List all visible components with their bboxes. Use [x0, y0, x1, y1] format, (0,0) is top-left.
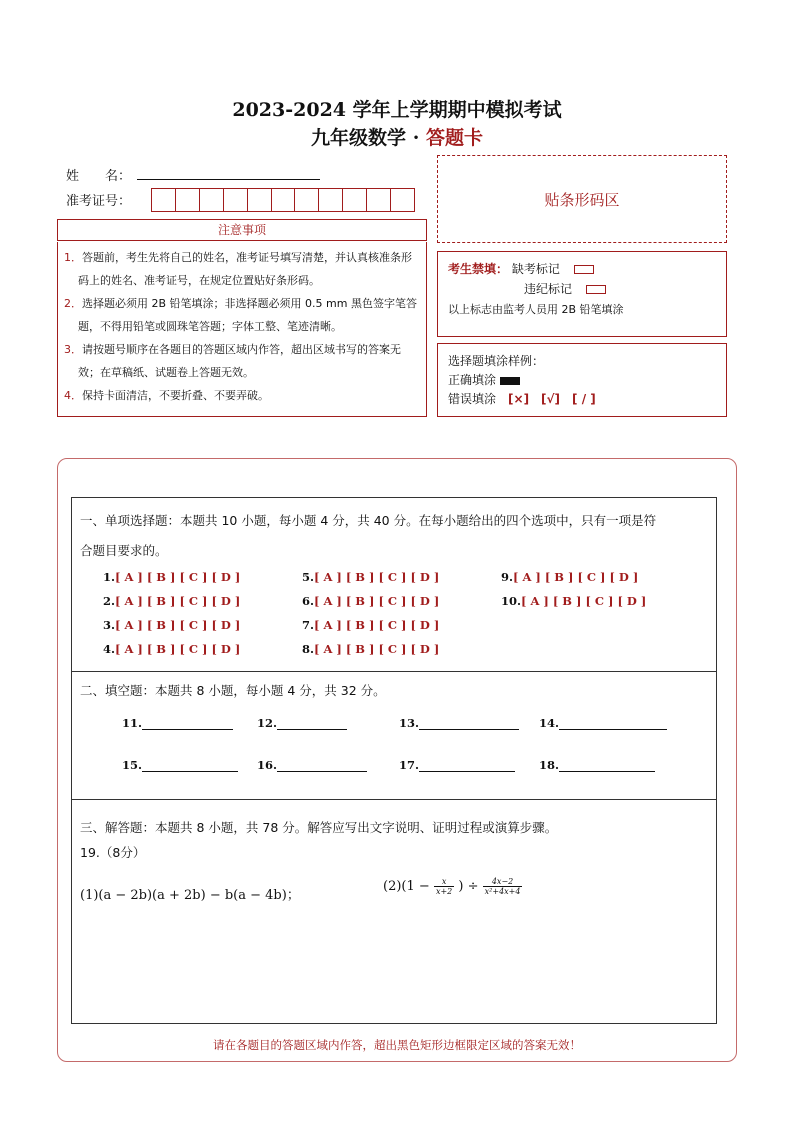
fill-sample-box [437, 343, 727, 417]
notice-item: 2．选择题必须用 2B 铅笔填涂；非选择题必须用 0.5 mm 黑色签字笔答题，不得用铅笔或圆珠笔答题；字体工整、笔迹清晰。 [64, 297, 417, 333]
id-cell[interactable] [343, 188, 367, 212]
correct-label: 正确填涂 [448, 373, 497, 387]
blank-17[interactable]: 17. [399, 758, 515, 772]
answer-card-label: 答题卡 [425, 127, 483, 149]
exam-subtitle [0, 123, 794, 150]
choice-row[interactable]: 9.[ A ] [ B ] [ C ] [ D ] [501, 570, 639, 584]
choice-row[interactable]: 5.[ A ] [ B ] [ C ] [ D ] [302, 570, 440, 584]
choice-row[interactable]: 10.[ A ] [ B ] [ C ] [ D ] [501, 594, 647, 608]
choice-row[interactable]: 1.[ A ] [ B ] [ C ] [ D ] [103, 570, 241, 584]
absent-label: 缺考标记 [511, 262, 560, 276]
blank-11[interactable]: 11. [122, 716, 233, 730]
blank-16[interactable]: 16. [257, 758, 367, 772]
section2-heading: 二、填空题：本题共 8 小题，每小题 4 分，共 32 分。 [80, 683, 386, 698]
subject-name: 九年级数学 [311, 127, 407, 149]
choice-row[interactable]: 2.[ A ] [ B ] [ C ] [ D ] [103, 594, 241, 608]
forbid-label: 考生禁填： [448, 262, 509, 276]
section3-heading: 三、解答题：本题共 8 小题，共 78 分。解答应写出文字说明、证明过程或演算步骤。 [80, 820, 558, 835]
examiner-only-box [437, 251, 727, 337]
sample-title: 选择题填涂样例： [448, 354, 545, 368]
exam-title: 2023-2024 学年上学期期中模拟考试 [232, 99, 562, 121]
wrong-label: 错误填涂 [448, 392, 497, 406]
q19-part2: (2)(1 − $\frac{x}{x+2}$ ) ÷ $\frac{4x-2}{\text{x²+4x+4}}$ [383, 877, 521, 896]
section-divider [71, 671, 717, 672]
id-number-boxes[interactable] [151, 188, 415, 212]
name-field[interactable] [137, 179, 320, 180]
notice-item: 1．答题前，考生先将自己的姓名，准考证号填写清楚，并认真核准条形码上的姓名、准考证号，在规定位置贴好条形码。 [64, 251, 412, 287]
blank-18[interactable]: 18. [539, 758, 655, 772]
choice-row[interactable]: 4.[ A ] [ B ] [ C ] [ D ] [103, 642, 241, 656]
id-cell[interactable] [391, 188, 415, 212]
notice-list [57, 242, 427, 417]
name-label: 姓 名： [66, 169, 132, 184]
choice-row[interactable]: 3.[ A ] [ B ] [ C ] [ D ] [103, 618, 241, 632]
notice-item: 4．保持卡面清洁，不要折叠、不要弄破。 [64, 389, 269, 402]
id-cell[interactable] [272, 188, 296, 212]
absent-mark[interactable] [574, 265, 594, 274]
notice-item: 3．请按题号顺序在各题目的答题区域内作答，超出区域书写的答案无效；在草稿纸、试题卷上答题无效。 [64, 343, 401, 379]
barcode-label: 贴条形码区 [544, 190, 620, 209]
forbid-note: 以上标志由监考人员用 2B 铅笔填涂 [448, 303, 624, 316]
fraction: $\frac{4x-2}{\text{x²+4x+4}}$ [484, 877, 521, 896]
subtitle-dot: · [412, 127, 420, 149]
violation-label: 违纪标记 [524, 282, 573, 296]
id-cell[interactable] [200, 188, 224, 212]
footer-warning: 请在各题目的答题区域内作答，超出黑色矩形边框限定区域的答案无效！ [213, 1038, 581, 1052]
q19-part1: (1)(a − 2b)(a + 2b) − b(a − 4b)； [80, 888, 300, 903]
section1-heading-line1: 一、单项选择题：本题共 10 小题，每小题 4 分，共 40 分。在每小题给出的四个选项中，只有一项是符 [80, 513, 657, 528]
choice-row[interactable]: 6.[ A ] [ B ] [ C ] [ D ] [302, 594, 440, 608]
blank-13[interactable]: 13. [399, 716, 519, 730]
id-cell[interactable] [367, 188, 391, 212]
id-cell[interactable] [176, 188, 200, 212]
blank-15[interactable]: 15. [122, 758, 238, 772]
choice-row[interactable]: 7.[ A ] [ B ] [ C ] [ D ] [302, 618, 440, 632]
choice-row[interactable]: 8.[ A ] [ B ] [ C ] [ D ] [302, 642, 440, 656]
blank-14[interactable]: 14. [539, 716, 667, 730]
wrong-fill-samples: [×] [√] [ / ] [508, 392, 596, 406]
violation-mark[interactable] [586, 285, 606, 294]
blank-12[interactable]: 12. [257, 716, 347, 730]
fraction: $\frac{x}{x+2}$ [435, 877, 453, 896]
correct-fill-sample [500, 377, 520, 385]
id-cell[interactable] [248, 188, 272, 212]
id-label: 准考证号： [66, 194, 132, 209]
barcode-area [437, 155, 727, 243]
section1-heading-line2: 合题目要求的。 [80, 543, 168, 558]
id-cell[interactable] [151, 188, 176, 212]
id-cell[interactable] [224, 188, 248, 212]
id-cell[interactable] [295, 188, 319, 212]
question-19-label: 19.（8分） [80, 845, 146, 860]
section-divider [71, 799, 717, 800]
id-cell[interactable] [319, 188, 343, 212]
notice-title: 注意事项 [57, 219, 427, 241]
